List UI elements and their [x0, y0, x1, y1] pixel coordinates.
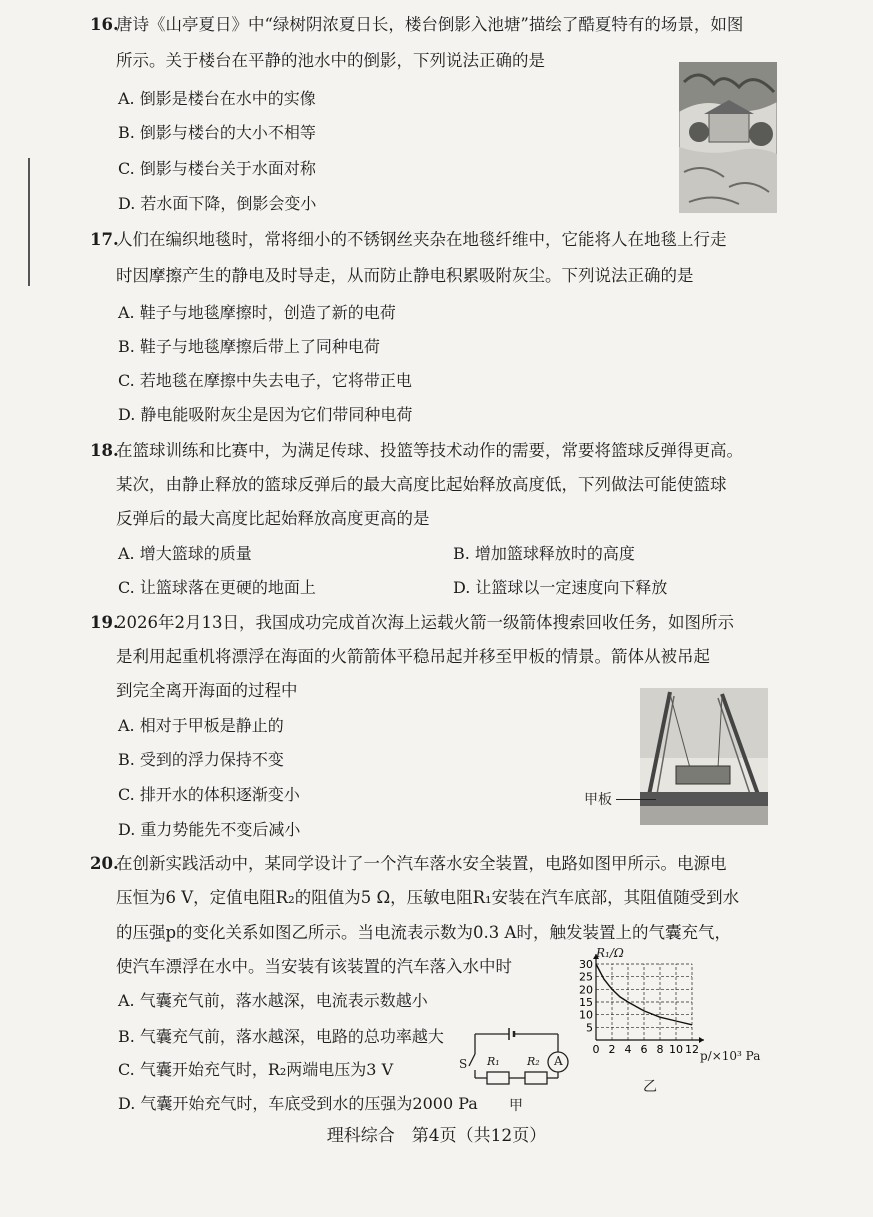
chart-x-tick-label: 8	[656, 1043, 664, 1056]
circuit-switch-label: S	[459, 1057, 468, 1071]
chart-y-tick-label: 5	[586, 1021, 593, 1035]
ammeter-label: A	[554, 1054, 563, 1068]
chart-x-tick-label: 10	[669, 1043, 683, 1056]
q16-stem-line2: 所示。关于楼台在平静的池水中的倒影，下列说法正确的是	[116, 51, 545, 70]
q19-option-c: C. 排开水的体积逐渐变小	[118, 785, 300, 804]
chart-x-tick-label: 6	[640, 1043, 648, 1056]
q17-option-a: A. 鞋子与地毯摩擦时，创造了新的电荷	[118, 303, 396, 322]
chart-y-tick-label: 30	[579, 958, 593, 971]
circuit-figure-label: 甲	[509, 1098, 523, 1114]
q19-stem-line2: 是利用起重机将漂浮在海面的火箭箭体平稳吊起并移至甲板的情景。箭体从被吊起	[116, 647, 710, 666]
chart-y-tick-label: 15	[579, 996, 593, 1009]
q16-option-d: D. 若水面下降，倒影会变小	[118, 194, 317, 213]
deck-label: 甲板	[584, 792, 612, 808]
q16-option-b: B. 倒影与楼台的大小不相等	[118, 123, 316, 142]
q17-stem-line1: 人们在编织地毯时，常将细小的不锈钢丝夹杂在地毯纤维中，它能将人在地毯上行走	[116, 230, 727, 249]
q17-option-b: B. 鞋子与地毯摩擦后带上了同种电荷	[118, 337, 380, 356]
page-footer: 理科综合 第4页（共12页）	[326, 1126, 547, 1146]
q18-option-a: A. 增大篮球的质量	[118, 544, 252, 563]
chart-y-tick-label: 20	[579, 983, 593, 997]
q20-option-c: C. 气囊开始充气时，R₂两端电压为3 V	[118, 1060, 394, 1079]
q17-stem-line2: 时因摩擦产生的静电及时导走，从而防止静电积累吸附灰尘。下列说法正确的是	[116, 266, 694, 285]
q19-option-a: A. 相对于甲板是静止的	[118, 716, 284, 735]
q16-stem-line1: 唐诗《山亭夏日》中“绿树阴浓夏日长，楼台倒影入池塘”描绘了酷夏特有的场景，如图	[116, 15, 744, 34]
chart-x-tick-label: 2	[608, 1043, 616, 1056]
chart-y-tick-label: 10	[579, 1008, 593, 1022]
q20-option-b: B. 气囊充气前，落水越深，电路的总功率越大	[118, 1027, 444, 1046]
chart-x-tick-label: 0	[592, 1043, 600, 1056]
q16-option-c: C. 倒影与楼台关于水面对称	[118, 159, 316, 178]
q20-stem-line3: 的压强p的变化关系如图乙所示。当电流表示数为0.3 A时，触发装置上的气囊充气，	[116, 923, 731, 942]
q18-option-b: B. 增加篮球释放时的高度	[453, 544, 635, 563]
q18-option-c: C. 让篮球落在更硬的地面上	[118, 578, 316, 597]
chart-y-axis-label: R₁/Ω	[596, 946, 624, 960]
q19-stem-line3: 到完全离开海面的过程中	[116, 681, 298, 700]
q18-stem-line1: 在篮球训练和比赛中，为满足传球、投篮等技术动作的需要，常要将篮球反弹得更高。	[116, 441, 743, 460]
margin-rule	[28, 158, 30, 286]
chart-x-arrow	[699, 1037, 704, 1043]
q17-option-c: C. 若地毯在摩擦中失去电子，它将带正电	[118, 371, 412, 390]
q19-option-d: D. 重力势能先不变后减小	[118, 820, 301, 839]
q20-option-d: D. 气囊开始充气时，车底受到水的压强为2000 Pa	[118, 1094, 478, 1113]
circuit-r1-label: R₁	[487, 1055, 500, 1068]
q19-number: 19.	[90, 613, 119, 632]
q20-option-a: A. 气囊充气前，落水越深，电流表示数越小	[118, 991, 428, 1010]
q17-number: 17.	[90, 230, 119, 249]
q18-stem-line2: 某次，由静止释放的篮球反弹后的最大高度比起始释放高度低，下列做法可能使篮球	[116, 475, 727, 494]
q18-option-d: D. 让篮球以一定速度向下释放	[453, 578, 668, 597]
q20-stem-line4: 使汽车漂浮在水中。当安装有该装置的汽车落入水中时	[116, 957, 512, 976]
circuit-r2-label: R₂	[527, 1055, 540, 1068]
q17-option-d: D. 静电能吸附灰尘是因为它们带同种电荷	[118, 405, 413, 424]
chart-x-tick-label: 12	[685, 1043, 699, 1056]
chart-y-tick-label: 25	[579, 970, 593, 984]
q19-option-b: B. 受到的浮力保持不变	[118, 750, 284, 769]
q19-stem-line1: 2026年2月13日，我国成功完成首次海上运载火箭一级箭体搜索回收任务，如图所示	[116, 613, 734, 632]
q16-number: 16.	[90, 15, 119, 34]
crane-ship-image	[640, 688, 768, 825]
chart-x-tick-label: 4	[624, 1043, 632, 1056]
q18-number: 18.	[90, 441, 119, 460]
deck-pointer-line	[616, 799, 656, 800]
chart-x-axis-label: p/×10³ Pa	[700, 1049, 761, 1063]
q18-stem-line3: 反弹后的最大高度比起始释放高度更高的是	[116, 509, 430, 528]
pavilion-pond-image	[679, 62, 777, 213]
q16-option-a: A. 倒影是楼台在水中的实像	[118, 89, 316, 108]
q20-stem-line1: 在创新实践活动中，某同学设计了一个汽车落水安全装置，电路如图甲所示。电源电	[116, 854, 727, 873]
chart-title: 乙	[643, 1079, 657, 1095]
q20-number: 20.	[90, 854, 119, 873]
q20-stem-line2: 压恒为6 V，定值电阻R₂的阻值为5 Ω，压敏电阻R₁安装在汽车底部，其阻值随受到水	[116, 888, 740, 907]
